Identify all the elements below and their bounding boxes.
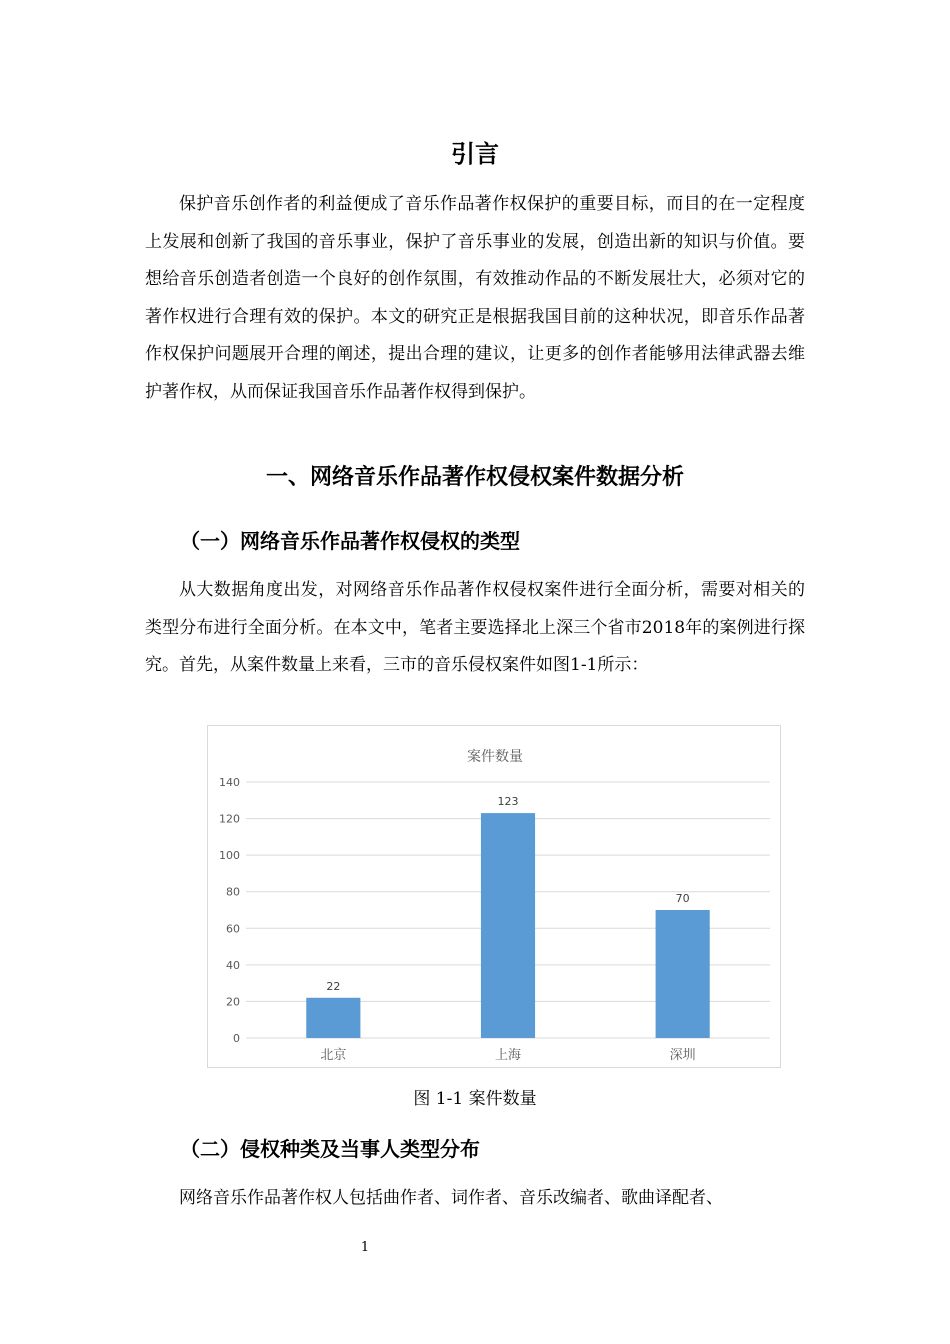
- page-number: 1: [360, 1240, 370, 1255]
- y-tick-label: 100: [219, 849, 240, 863]
- bar-chart: [207, 725, 781, 1068]
- y-tick-label: 20: [226, 995, 240, 1009]
- x-category-label: 上海: [494, 1048, 522, 1063]
- intro-paragraph: 保护音乐创作者的利益便成了音乐作品著作权保护的重要目标，而目的在一定程度上发展和创新了我国的音乐事业，保护了音乐事业的发展，创造出新的知识与价值。要想给音乐创造者创造一个良好的创作氛围，有效推动作品的不断发展壮大，必须对它的著作权进行合理有效的保护。本文的研究正是根据我国目前的这种状况，即音乐作品著作权保护问题展开合理的阐述，提出合理的建议，让更多的创作者能够用法律武器去维护著作权，从而保证我国音乐作品著作权得到保护。: [145, 194, 805, 402]
- y-tick-label: 80: [226, 885, 240, 899]
- bar-2: [656, 910, 710, 1038]
- chart-canvas: [208, 726, 782, 1069]
- bar-0: [306, 998, 360, 1038]
- page-title: 引言: [451, 140, 499, 168]
- data-label: 70: [675, 892, 690, 905]
- x-category-label: 深圳: [669, 1048, 696, 1063]
- data-label: 123: [497, 795, 519, 809]
- subsection2-paragraph: 网络音乐作品著作权人包括曲作者、词作者、音乐改编者、歌曲译配者、: [179, 1188, 723, 1208]
- figure-caption: 图 1-1 案件数量: [413, 1089, 537, 1109]
- y-tick-label: 60: [226, 922, 240, 936]
- y-tick-label: 140: [219, 776, 240, 789]
- y-tick-label: 40: [226, 958, 240, 972]
- section-heading: 一、网络音乐作品著作权侵权案件数据分析: [265, 465, 684, 490]
- subsection1-paragraph: 从大数据角度出发，对网络音乐作品著作权侵权案件进行全面分析，需要对相关的类型分布进行全面分析。在本文中，笔者主要选择北上深三个省市2018年的案例进行探究。首先，从案件数量上来看，三市的音乐侵权案件如图1-1所示：: [145, 580, 805, 675]
- data-label: 22: [326, 979, 341, 993]
- y-tick-label: 120: [219, 812, 240, 826]
- x-category-label: 北京: [320, 1048, 347, 1063]
- subsection-heading-2: （二）侵权种类及当事人类型分布: [180, 1137, 480, 1161]
- chart-title: 案件数量: [467, 749, 523, 765]
- y-tick-label: 0: [233, 1032, 240, 1045]
- subsection-heading-1: （一）网络音乐作品著作权侵权的类型: [180, 529, 520, 553]
- bar-1: [481, 813, 535, 1038]
- chart-bars: [306, 813, 709, 1038]
